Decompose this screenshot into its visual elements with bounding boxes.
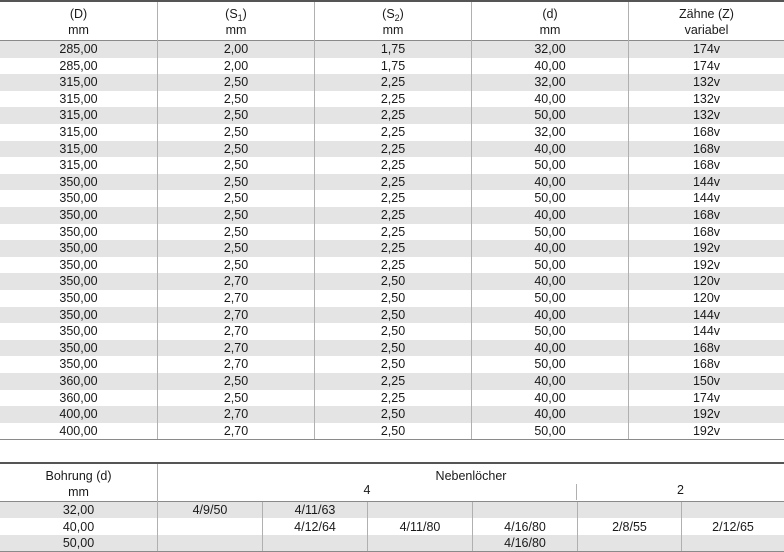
cell-s1: 2,70 <box>223 407 249 422</box>
cell-bore: 32,00 <box>534 75 566 90</box>
table-top-border <box>0 462 784 464</box>
column-divider <box>471 2 472 439</box>
table-row <box>0 257 784 274</box>
cell-bore: 50,00 <box>534 224 566 239</box>
cell-diameter: 350,00 <box>59 241 98 256</box>
table-row <box>0 535 784 551</box>
table-row <box>0 406 784 423</box>
table-row <box>0 356 784 373</box>
cell-diameter: 350,00 <box>59 340 98 355</box>
cell-s1: 2,00 <box>223 58 249 73</box>
table-row <box>0 190 784 207</box>
cell-s1: 2,70 <box>223 307 249 322</box>
header-s2: $(S_2)$ mm <box>382 7 404 37</box>
cell-s1: 2,50 <box>223 257 249 272</box>
header-bore-diameter: Bohrung (d) mm <box>45 469 112 499</box>
column-divider <box>262 502 263 552</box>
cell-side-holes <box>368 535 472 551</box>
cell-s2: 2,50 <box>380 274 406 289</box>
cell-diameter: 350,00 <box>59 174 98 189</box>
cell-s1: 2,50 <box>223 75 249 90</box>
cell-diameter: 360,00 <box>59 390 98 405</box>
header-side-holes: Nebenlöcher <box>435 469 507 483</box>
cell-s1: 2,50 <box>223 108 249 123</box>
column-divider <box>157 464 158 552</box>
cell-diameter: 350,00 <box>59 324 98 339</box>
cell-diameter: 350,00 <box>59 291 98 305</box>
cell-s1: 2,50 <box>223 224 249 239</box>
table-row <box>0 290 784 307</box>
cell-bore: 40,00 <box>534 174 566 189</box>
cell-bore: 32,00 <box>534 42 566 56</box>
cell-diameter: 315,00 <box>59 91 98 106</box>
cell-bore: 40,00 <box>534 91 566 106</box>
cell-s2: 2,50 <box>380 340 406 355</box>
cell-bore: 40,00 <box>534 307 566 322</box>
cell-teeth: 192v <box>692 241 721 256</box>
cell-s1: 2,50 <box>223 91 249 106</box>
cell-teeth: 132v <box>692 91 721 106</box>
cell-s2: 2,25 <box>380 241 406 256</box>
cell-side-holes <box>473 502 577 518</box>
cell-s2: 2,50 <box>380 307 406 322</box>
cell-s2: 2,25 <box>380 257 406 272</box>
cell-diameter: 350,00 <box>59 208 98 222</box>
cell-s2: 2,25 <box>380 108 406 123</box>
cell-teeth: 174v <box>692 390 721 405</box>
table-row <box>0 519 784 535</box>
cell-s2: 2,25 <box>380 191 406 206</box>
cell-bore: 40,00 <box>534 58 566 73</box>
cell-bore: 40,00 <box>534 208 566 222</box>
cell-teeth: 144v <box>692 324 721 339</box>
cell-s2: 1,75 <box>380 42 406 56</box>
cell-s2: 1,75 <box>380 58 406 73</box>
header-teeth: Zähne (Z) variabel <box>679 7 734 37</box>
cell-teeth: 144v <box>692 191 721 206</box>
cell-teeth: 192v <box>692 257 721 272</box>
cell-s1: 2,70 <box>223 357 249 372</box>
table-row <box>0 107 784 124</box>
cell-side-holes: 4/16/80 <box>504 536 546 550</box>
column-divider <box>367 502 368 552</box>
cell-bore: 50,00 <box>534 191 566 206</box>
cell-diameter: 350,00 <box>59 224 98 239</box>
cell-teeth: 174v <box>692 58 721 73</box>
cell-side-holes <box>158 519 262 535</box>
cell-s1: 2,50 <box>223 390 249 405</box>
cell-teeth: 144v <box>692 307 721 322</box>
cell-s2: 2,50 <box>380 423 406 438</box>
cell-side-holes: 4/12/64 <box>294 519 336 534</box>
header-group-2: 2 <box>677 483 684 497</box>
column-divider <box>314 2 315 439</box>
cell-bore: 50,00 <box>534 257 566 272</box>
cell-diameter: 400,00 <box>59 423 98 438</box>
table-bottom-border <box>0 439 784 440</box>
cell-diameter: 315,00 <box>59 125 98 139</box>
cell-teeth: 168v <box>692 357 721 372</box>
cell-teeth: 144v <box>692 174 721 189</box>
table-row <box>0 141 784 158</box>
column-divider <box>157 2 158 439</box>
cell-s2: 2,50 <box>380 357 406 372</box>
cell-s2: 2,25 <box>380 224 406 239</box>
cell-bore: 40,00 <box>534 374 566 388</box>
cell-bore: 50,00 <box>534 291 566 305</box>
cell-diameter: 350,00 <box>59 307 98 322</box>
cell-s2: 2,50 <box>380 407 406 422</box>
cell-bore: 40,00 <box>534 241 566 256</box>
cell-s1: 2,50 <box>223 158 249 173</box>
cell-bore: 40,00 <box>534 390 566 405</box>
cell-teeth: 120v <box>692 274 721 289</box>
cell-side-holes: 4/16/80 <box>504 519 546 534</box>
cell-s2: 2,25 <box>380 75 406 90</box>
cell-diameter: 350,00 <box>59 274 98 289</box>
cell-bore: 50,00 <box>534 357 566 372</box>
table-row <box>0 273 784 290</box>
cell-bore: 50,00 <box>62 536 95 550</box>
cell-bore: 50,00 <box>534 108 566 123</box>
cell-s2: 2,25 <box>380 158 406 173</box>
group-divider <box>576 484 577 500</box>
table-row <box>0 207 784 224</box>
cell-s2: 2,25 <box>380 141 406 156</box>
cell-diameter: 315,00 <box>59 141 98 156</box>
cell-side-holes: 4/11/63 <box>294 503 336 517</box>
table-row <box>0 224 784 241</box>
column-divider <box>681 502 682 552</box>
cell-bore: 50,00 <box>534 423 566 438</box>
table-row <box>0 74 784 91</box>
header-diameter: (D) mm <box>68 7 89 37</box>
cell-side-holes <box>578 535 681 551</box>
cell-side-holes <box>682 502 784 518</box>
cell-bore: 40,00 <box>534 407 566 422</box>
table-row <box>0 373 784 390</box>
cell-s1: 2,70 <box>223 340 249 355</box>
cell-diameter: 315,00 <box>59 75 98 90</box>
table-row <box>0 174 784 191</box>
table-row <box>0 58 784 75</box>
cell-diameter: 315,00 <box>59 108 98 123</box>
cell-teeth: 168v <box>692 141 721 156</box>
cell-bore: 40,00 <box>534 141 566 156</box>
cell-bore: 40,00 <box>534 340 566 355</box>
cell-teeth: 192v <box>692 423 721 438</box>
cell-s2: 2,25 <box>380 390 406 405</box>
table-row <box>0 157 784 174</box>
cell-bore: 50,00 <box>534 158 566 173</box>
column-divider <box>472 502 473 552</box>
header-s1: $(S_1)$ mm <box>225 7 247 37</box>
cell-s2: 2,50 <box>380 324 406 339</box>
table-row <box>0 423 784 440</box>
cell-teeth: 168v <box>692 224 721 239</box>
cell-s1: 2,50 <box>223 374 249 388</box>
cell-s1: 2,50 <box>223 241 249 256</box>
cell-diameter: 285,00 <box>59 42 98 56</box>
cell-side-holes: 4/9/50 <box>192 503 228 517</box>
cell-teeth: 168v <box>692 208 721 222</box>
table-row <box>0 41 784 58</box>
cell-teeth: 132v <box>692 108 721 123</box>
cell-bore: 32,00 <box>534 125 566 139</box>
cell-bore: 40,00 <box>62 519 95 534</box>
cell-teeth: 132v <box>692 75 721 90</box>
cell-s1: 2,70 <box>223 274 249 289</box>
cell-diameter: 360,00 <box>59 374 98 388</box>
table-row <box>0 91 784 108</box>
cell-diameter: 350,00 <box>59 357 98 372</box>
header-bore: (d) mm <box>539 7 561 37</box>
cell-diameter: 350,00 <box>59 257 98 272</box>
cell-side-holes <box>682 535 784 551</box>
cell-diameter: 315,00 <box>59 158 98 173</box>
cell-s1: 2,50 <box>223 208 249 222</box>
cell-s2: 2,25 <box>380 208 406 222</box>
cell-s1: 2,50 <box>223 125 249 139</box>
cell-teeth: 120v <box>692 291 721 305</box>
cell-teeth: 192v <box>692 407 721 422</box>
header-group-4: 4 <box>363 483 371 497</box>
cell-side-holes <box>158 535 262 551</box>
cell-teeth: 150v <box>692 374 721 388</box>
cell-side-holes: 4/11/80 <box>399 519 441 534</box>
cell-s1: 2,70 <box>223 324 249 339</box>
table-row <box>0 240 784 257</box>
cell-teeth: 168v <box>692 340 721 355</box>
table-row <box>0 502 784 518</box>
cell-side-holes <box>368 502 472 518</box>
cell-s2: 2,25 <box>380 91 406 106</box>
table-row <box>0 340 784 357</box>
cell-s2: 2,25 <box>380 374 406 388</box>
cell-diameter: 285,00 <box>59 58 98 73</box>
cell-s1: 2,00 <box>223 42 249 56</box>
cell-teeth: 168v <box>692 125 721 139</box>
cell-bore: 40,00 <box>534 274 566 289</box>
cell-diameter: 350,00 <box>59 191 98 206</box>
cell-s1: 2,70 <box>223 291 249 305</box>
cell-side-holes: 2/8/55 <box>612 519 647 534</box>
table-row <box>0 323 784 340</box>
table-top-border <box>0 0 784 2</box>
table-row <box>0 390 784 407</box>
cell-teeth: 174v <box>692 42 721 56</box>
column-divider <box>577 502 578 552</box>
cell-s2: 2,25 <box>380 174 406 189</box>
table-row <box>0 124 784 141</box>
cell-side-holes <box>263 535 367 551</box>
column-divider <box>628 2 629 439</box>
cell-teeth: 168v <box>692 158 721 173</box>
cell-s1: 2,70 <box>223 423 249 438</box>
cell-s2: 2,25 <box>380 125 406 139</box>
cell-diameter: 400,00 <box>59 407 98 422</box>
cell-s1: 2,50 <box>223 174 249 189</box>
table-row <box>0 307 784 324</box>
cell-side-holes: 2/12/65 <box>712 519 754 534</box>
cell-side-holes <box>578 502 681 518</box>
cell-s1: 2,50 <box>223 191 249 206</box>
cell-s1: 2,50 <box>223 141 249 156</box>
cell-bore: 32,00 <box>62 503 95 517</box>
cell-bore: 50,00 <box>534 324 566 339</box>
cell-s2: 2,50 <box>380 291 406 305</box>
